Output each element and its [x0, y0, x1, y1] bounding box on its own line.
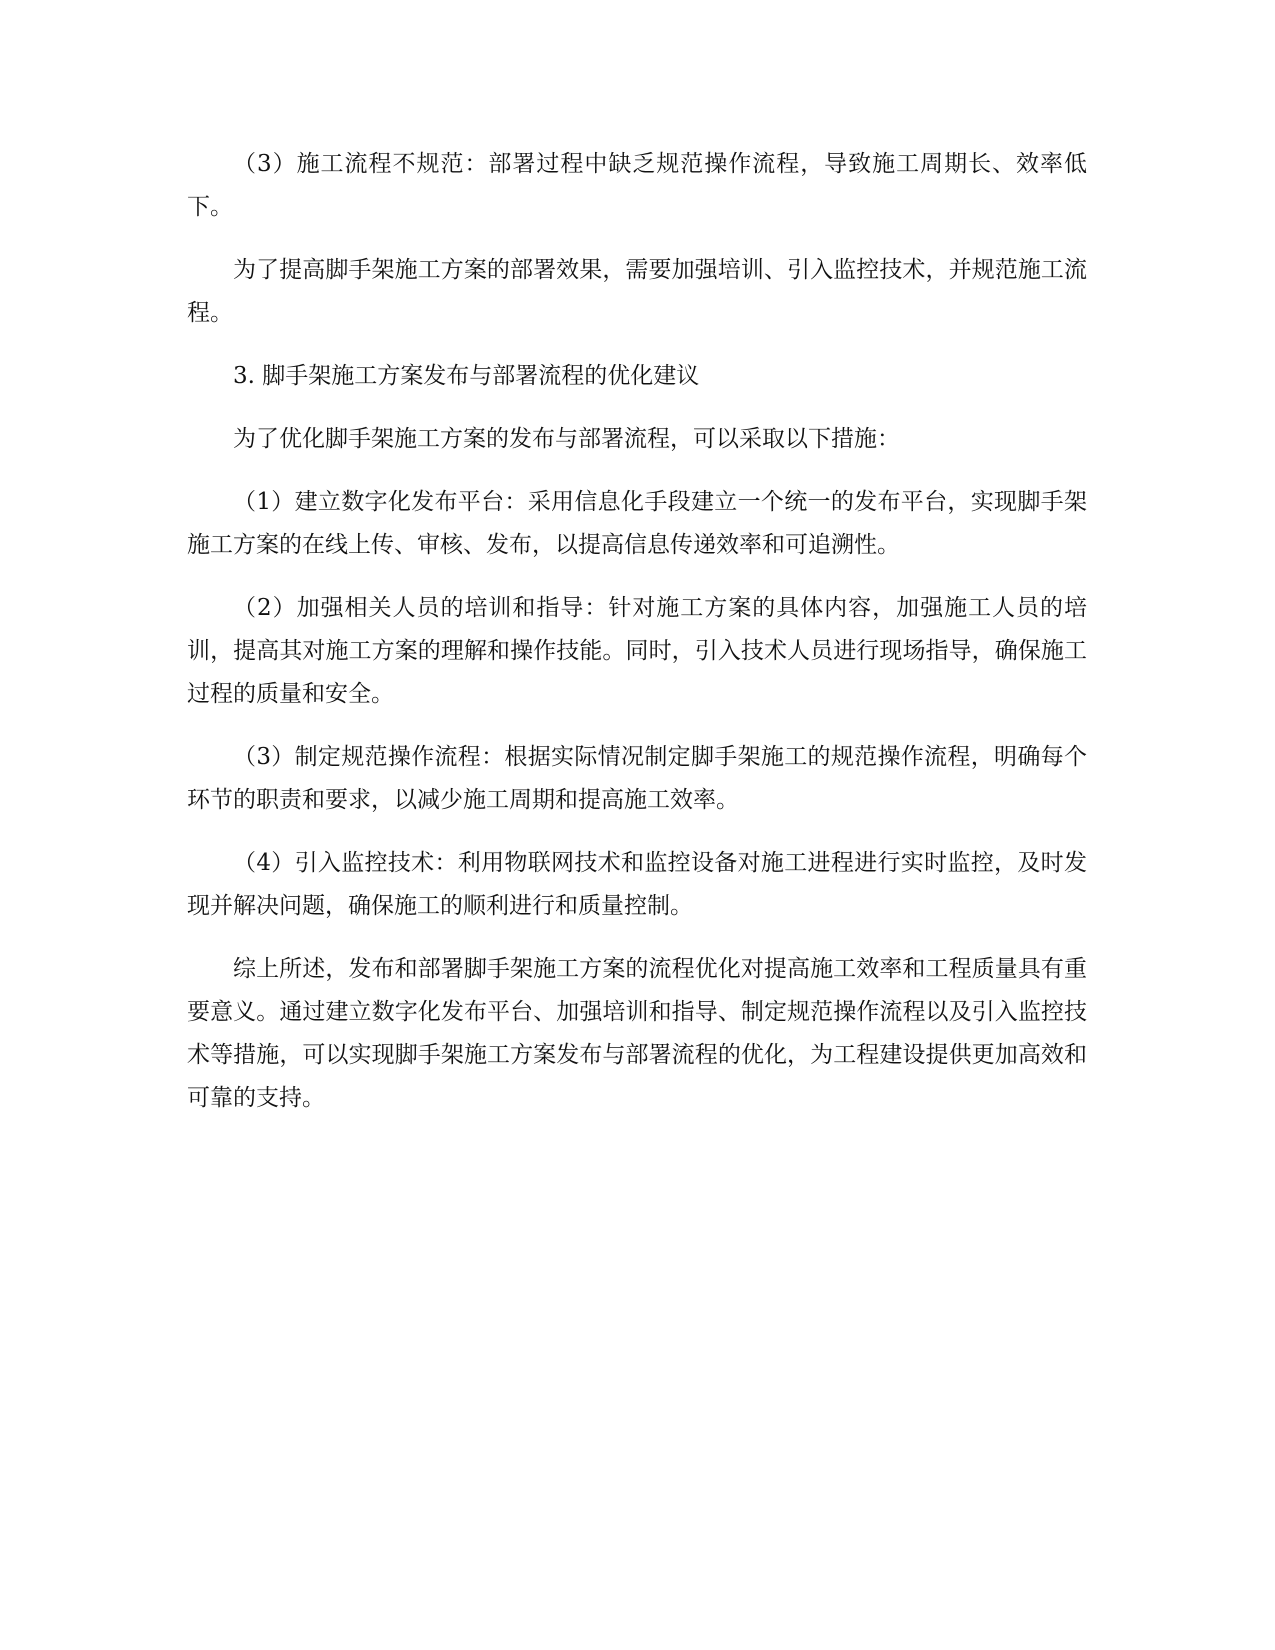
paragraph-measure-3: （3）制定规范操作流程：根据实际情况制定脚手架施工的规范操作流程，明确每个环节的职责和要求，以减少施工周期和提高施工效率。 [187, 744, 1087, 813]
document-body [187, 143, 1087, 1120]
paragraph-conclusion: 综上所述，发布和部署脚手架施工方案的流程优化对提高施工效率和工程质量具有重要意义。通过建立数字化发布平台、加强培训和指导、制定规范操作流程以及引入监控技术等措施，可以实现脚手架施工方案发布与部署流程的优化，为工程建设提供更加高效和可靠的支持。 [187, 956, 1087, 1111]
section-heading-optimization: 3. 脚手架施工方案发布与部署流程的优化建议 [233, 363, 700, 389]
paragraph-measure-1: （1）建立数字化发布平台：采用信息化手段建立一个统一的发布平台，实现脚手架施工方案的在线上传、审核、发布，以提高信息传递效率和可追溯性。 [187, 489, 1087, 558]
paragraph-construction-process-issue: （3）施工流程不规范：部署过程中缺乏规范操作流程，导致施工周期长、效率低下。 [187, 151, 1087, 220]
paragraph-measure-2: （2）加强相关人员的培训和指导：针对施工方案的具体内容，加强施工人员的培训，提高其对施工方案的理解和操作技能。同时，引入技术人员进行现场指导，确保施工过程的质量和安全。 [187, 595, 1087, 707]
paragraph-measure-4: （4）引入监控技术：利用物联网技术和监控设备对施工进程进行实时监控，及时发现并解决问题，确保施工的顺利进行和质量控制。 [187, 850, 1087, 919]
paragraph-deployment-summary: 为了提高脚手架施工方案的部署效果，需要加强培训、引入监控技术，并规范施工流程。 [187, 257, 1087, 326]
paragraph-measures-intro: 为了优化脚手架施工方案的发布与部署流程，可以采取以下措施： [233, 426, 900, 452]
